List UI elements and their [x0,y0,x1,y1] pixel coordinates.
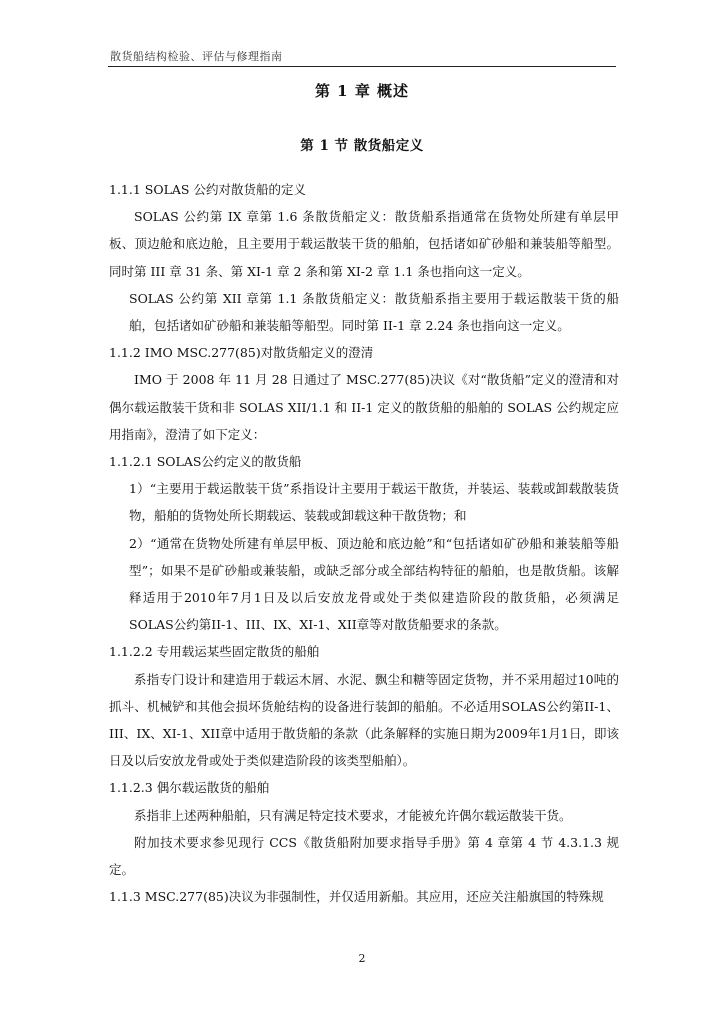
running-header: 散货船结构检验、评估与修理指南 [110,50,283,63]
heading-1-1-2-3: 1.1.2.3 偶尔载运散货的船舶 [109,780,270,796]
heading-1-1-2: 1.1.2 IMO MSC.277(85)对散货船定义的澄清 [109,345,374,361]
header-divider [108,66,616,67]
page-number: 2 [358,952,366,965]
paragraph-1-1-2-2: 系指专门设计和建造用于载运木屑、水泥、飘尘和糖等固定货物，并不采用超过10吨的抓斗、机械铲和其他会损坏货舱结构的设备进行装卸的船舶。不必适用SOLAS公约第II-1、III、IX、XI-1、XII章中适用于散货船的条款（此条解释的实施日期为2009年1月1日，即该日及以后安放龙骨或处于类似建造阶段的该类型船舶）。 [109,671,619,769]
paragraph-1-1-2: IMO 于 2008 年 11 月 28 日通过了 MSC.277(85)决议《对“散货船”定义的澄清和对偶尔载运散装干货和非 SOLAS XII/1.1 和 II-1 定义的散货船的船舶的 SOLAS 公约规定应用指南》，澄清了如下定义： [109,372,619,442]
list-item-2: 2）“通常在货物处所建有单层甲板、顶边舱和底边舱”和“包括诸如矿砂船和兼装船等船型”；如果不是矿砂船或兼装船，或缺乏部分或全部结构特征的船舶，也是散货船。该解释适用于2010年7月1日及以后安放龙骨或处于类似建造阶段的散货船，必须满足SOLAS公约第II-1、III、IX、XI-1、XII章等对散货船要求的条款。 [129,535,619,633]
list-item-1: 1）“主要用于载运散装干货”系指设计主要用于载运干散货，并装运、装载或卸载散装货物，船舶的货物处所长期载运、装载或卸载这种干散货物；和 [129,481,619,524]
heading-1-1-1: 1.1.1 SOLAS 公约对散货船的定义 [109,182,306,197]
heading-1-1-3: 1.1.3 MSC.277(85)决议为非强制性，并仅适用新船。其应用，还应关注船旗国的特殊规 [109,889,604,905]
paragraph-1-1-1-b: SOLAS 公约第 XII 章第 1.1 条散货船定义：散货船系指主要用于载运散装干货的船舶，包括诸如矿砂船和兼装船等船型。同时第 II-1 章 2.24 条也指向这一定义。 [129,290,619,334]
paragraph-1-1-2-3-a: 系指非上述两种船舶，只有满足特定技术要求，才能被允许偶尔载运散装干货。 [134,807,572,823]
paragraph-1-1-1-a: SOLAS 公约第 IX 章第 1.6 条散货船定义：散货船系指通常在货物处所建有单层甲板、顶边舱和底边舱，且主要用于载运散装干货的船舶，包括诸如矿砂船和兼装船等船型。同时第 III 章 31 条、第 XI-1 章 2 条和第 XI-2 章 1.1 条也指向这一定义。 [109,209,619,279]
section-title: 第 1 节 散货船定义 [300,138,424,154]
paragraph-1-1-2-3-b: 附加技术要求参见现行 CCS《散货船附加要求指导手册》第 4 章第 4 节 4.3.1.3 规定。 [109,834,619,878]
chapter-title: 第 1 章 概述 [314,82,410,100]
body-text [109,176,619,910]
heading-1-1-2-1: 1.1.2.1 SOLAS公约定义的散货船 [109,454,302,470]
heading-1-1-2-2: 1.1.2.2 专用载运某些固定散货的船舶 [109,644,320,660]
